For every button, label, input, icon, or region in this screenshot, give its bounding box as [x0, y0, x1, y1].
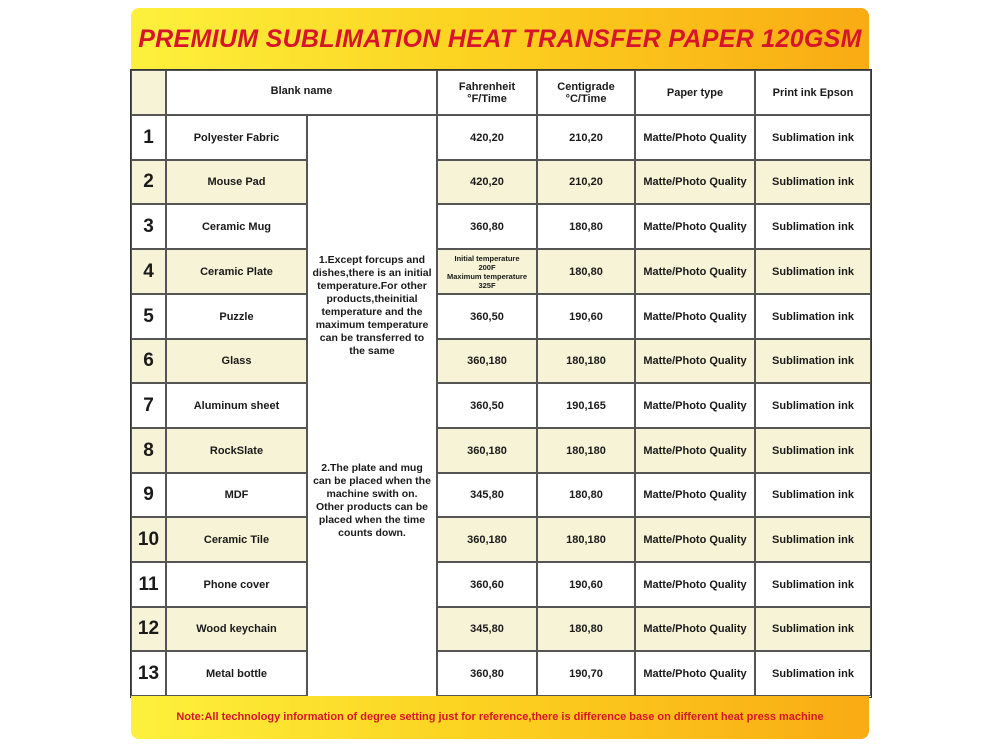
print-ink: Sublimation ink: [755, 249, 871, 294]
centigrade-value: 210,20: [537, 115, 635, 160]
fahrenheit-value: 420,20: [437, 160, 537, 204]
paper-type: Matte/Photo Quality: [635, 160, 755, 204]
paper-type: Matte/Photo Quality: [635, 204, 755, 249]
blank-name: MDF: [166, 473, 307, 517]
paper-type: Matte/Photo Quality: [635, 383, 755, 428]
print-ink: Sublimation ink: [755, 204, 871, 249]
fahrenheit-value: 345,80: [437, 607, 537, 651]
title-banner: [131, 8, 869, 70]
fahrenheit-value: 420,20: [437, 115, 537, 160]
fahrenheit-note-line: Maximum temperature: [446, 271, 528, 281]
paper-type: Matte/Photo Quality: [635, 651, 755, 696]
fahrenheit-value: 360,80: [437, 651, 537, 696]
spec-table: [130, 69, 872, 698]
fahrenheit-note-line: Initial temperature: [454, 253, 520, 263]
header-paper-type: Paper type: [635, 70, 755, 115]
row-number: 4: [131, 249, 166, 294]
fahrenheit-value: 360,80: [437, 204, 537, 249]
print-ink: Sublimation ink: [755, 517, 871, 562]
fahrenheit-note-line: 200F: [478, 262, 496, 272]
header-print-ink: Print ink Epson: [755, 70, 871, 115]
fahrenheit-value: [437, 249, 537, 294]
fahrenheit-value: 360,60: [437, 562, 537, 607]
blank-name: Puzzle: [166, 294, 307, 339]
corner-cell: [131, 70, 166, 115]
paper-type: Matte/Photo Quality: [635, 562, 755, 607]
blank-name: Wood keychain: [166, 607, 307, 651]
centigrade-value: 190,60: [537, 562, 635, 607]
blank-name: Mouse Pad: [166, 160, 307, 204]
centigrade-value: 180,80: [537, 607, 635, 651]
page-title: PREMIUM SUBLIMATION HEAT TRANSFER PAPER 120GSM: [138, 25, 862, 53]
fahrenheit-value: 360,180: [437, 339, 537, 383]
print-ink: Sublimation ink: [755, 160, 871, 204]
centigrade-value: 190,165: [537, 383, 635, 428]
paper-type: Matte/Photo Quality: [635, 517, 755, 562]
print-ink: Sublimation ink: [755, 607, 871, 651]
print-ink: Sublimation ink: [755, 339, 871, 383]
fahrenheit-value: 360,50: [437, 383, 537, 428]
centigrade-value: 180,80: [537, 249, 635, 294]
row-number: 11: [131, 562, 166, 607]
centigrade-value: 210,20: [537, 160, 635, 204]
fahrenheit-value: 360,180: [437, 428, 537, 473]
row-number: 9: [131, 473, 166, 517]
blank-name: Phone cover: [166, 562, 307, 607]
blank-name: Metal bottle: [166, 651, 307, 696]
print-ink: Sublimation ink: [755, 294, 871, 339]
print-ink: Sublimation ink: [755, 428, 871, 473]
print-ink: Sublimation ink: [755, 651, 871, 696]
centigrade-value: 180,180: [537, 517, 635, 562]
row-number: 5: [131, 294, 166, 339]
fahrenheit-value: 345,80: [437, 473, 537, 517]
blank-name: Ceramic Tile: [166, 517, 307, 562]
row-number: 1: [131, 115, 166, 160]
fahrenheit-note-line: 325F: [478, 280, 496, 290]
paper-type: Matte/Photo Quality: [635, 428, 755, 473]
note-2: 2.The plate and mug can be placed when the machine swith on. Other products can be placed when the time counts down.: [313, 462, 431, 539]
row-number: 8: [131, 428, 166, 473]
row-number: 13: [131, 651, 166, 696]
print-ink: Sublimation ink: [755, 115, 871, 160]
row-number: 6: [131, 339, 166, 383]
paper-type: Matte/Photo Quality: [635, 115, 755, 160]
print-ink: Sublimation ink: [755, 473, 871, 517]
header-centigrade: Centigrade °C/Time: [537, 70, 635, 115]
row-number: 2: [131, 160, 166, 204]
blank-name: Polyester Fabric: [166, 115, 307, 160]
fahrenheit-value: 360,50: [437, 294, 537, 339]
print-ink: Sublimation ink: [755, 562, 871, 607]
centigrade-value: 190,70: [537, 651, 635, 696]
blank-name: Ceramic Mug: [166, 204, 307, 249]
paper-type: Matte/Photo Quality: [635, 339, 755, 383]
centigrade-value: 180,180: [537, 339, 635, 383]
fahrenheit-value: 360,180: [437, 517, 537, 562]
blank-name: Ceramic Plate: [166, 249, 307, 294]
paper-type: Matte/Photo Quality: [635, 473, 755, 517]
footer-banner: [131, 696, 869, 739]
notes-cell: [307, 115, 437, 697]
row-number: 12: [131, 607, 166, 651]
paper-type: Matte/Photo Quality: [635, 249, 755, 294]
header-blank-name: Blank name: [166, 70, 437, 115]
blank-name: Glass: [166, 339, 307, 383]
centigrade-value: 180,80: [537, 204, 635, 249]
row-number: 10: [131, 517, 166, 562]
note-1: 1.Except forcups and dishes,there is an initial temperature.For other products,theinitial temperature and the maximum temperature can be transferred to the same: [312, 254, 432, 357]
print-ink: Sublimation ink: [755, 383, 871, 428]
centigrade-value: 180,80: [537, 473, 635, 517]
header-fahrenheit: Fahrenheit °F/Time: [437, 70, 537, 115]
paper-type: Matte/Photo Quality: [635, 607, 755, 651]
blank-name: RockSlate: [166, 428, 307, 473]
centigrade-value: 180,180: [537, 428, 635, 473]
paper-type: Matte/Photo Quality: [635, 294, 755, 339]
row-number: 3: [131, 204, 166, 249]
footer-note: Note:All technology information of degree setting just for reference,there is difference base on different heat press machine: [176, 711, 824, 723]
centigrade-value: 190,60: [537, 294, 635, 339]
row-number: 7: [131, 383, 166, 428]
blank-name: Aluminum sheet: [166, 383, 307, 428]
